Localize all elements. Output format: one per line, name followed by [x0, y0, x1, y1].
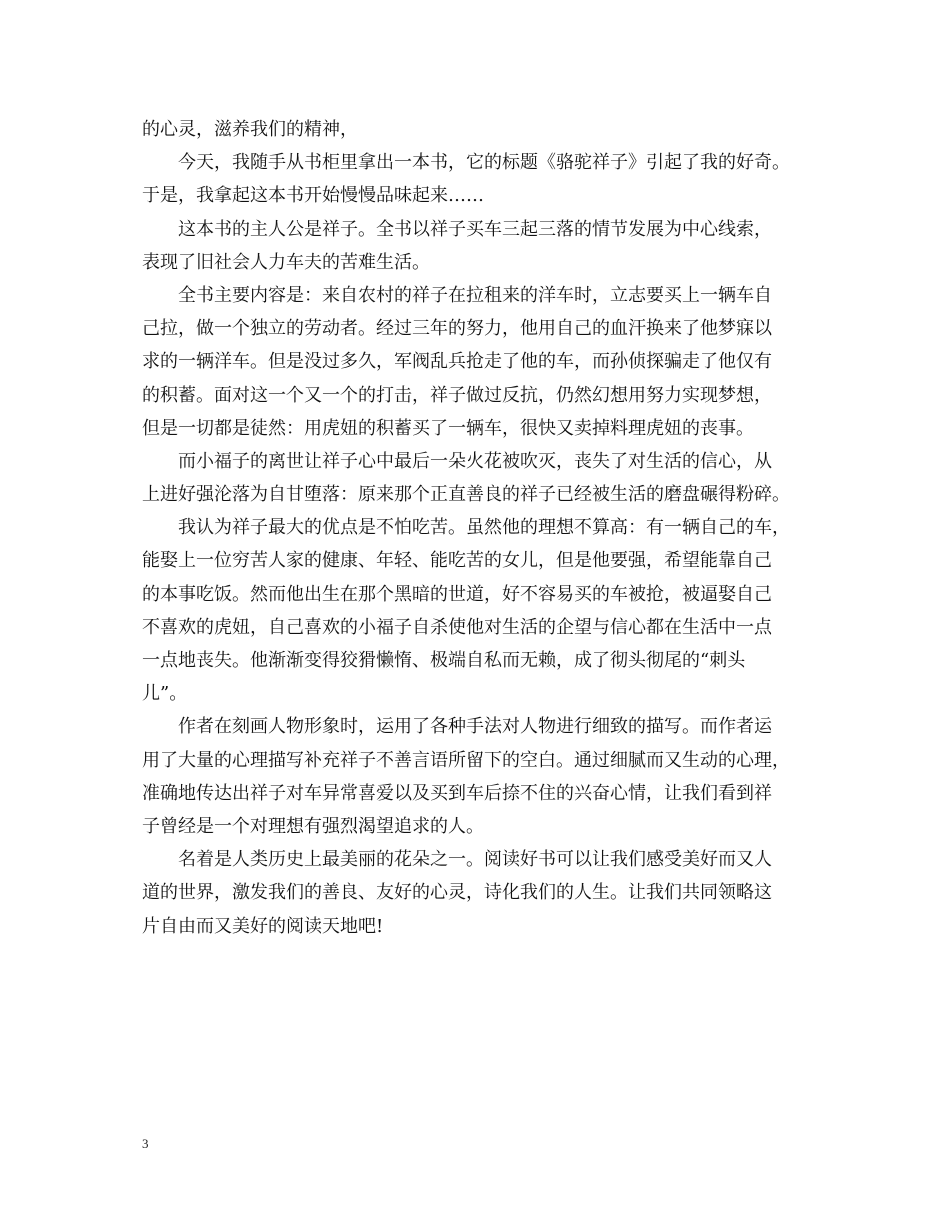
text-line: 能娶上一位穷苦人家的健康、年轻、能吃苦的女儿，但是他要强，希望能靠自己 [142, 550, 772, 572]
text-line: 片自由而又美好的阅读天地吧! [142, 915, 384, 937]
text-line: 于是，我拿起这本书开始慢慢品味起来…… [142, 185, 484, 207]
text-line: 今天，我随手从书柜里拿出一本书，它的标题《骆驼祥子》引起了我的好奇。 [142, 152, 790, 174]
text-line: 全书主要内容是：来自农村的祥子在拉租来的洋车时，立志要买上一辆车自 [142, 284, 772, 306]
text-line: 但是一切都是徒然：用虎妞的积蓄买了一辆车，很快又卖掉料理虎妞的丧事。 [142, 417, 754, 439]
text-line: 不喜欢的虎妞，自己喜欢的小福子自杀使他对生活的企望与信心都在生活中一点 [142, 616, 772, 638]
text-line: 子曾经是一个对理想有强烈渴望追求的人。 [142, 815, 484, 837]
text-line: 的本事吃饭。然而他出生在那个黑暗的世道，好不容易买的车被抢，被逼娶自己 [142, 583, 772, 605]
body-text [142, 113, 822, 943]
text-line: 而小福子的离世让祥子心中最后一朵火花被吹灭，丧失了对生活的信心，从 [142, 450, 772, 472]
text-line: 的积蓄。面对这一个又一个的打击，祥子做过反抗，仍然幻想用努力实现梦想， [142, 384, 772, 406]
text-line: 用了大量的心理描写补充祥子不善言语所留下的空白。通过细腻而又生动的心理， [142, 749, 790, 771]
text-line: 一点地丧失。他渐渐变得狡猾懒惰、极端自私而无赖，成了彻头彻尾的“刺头 [142, 650, 746, 671]
text-line: 准确地传达出祥子对车异常喜爱以及买到车后捺不住的兴奋心情，让我们看到祥 [142, 782, 772, 804]
text-line: 己拉，做一个独立的劳动者。经过三年的努力，他用自己的血汗换来了他梦寐以 [142, 318, 772, 340]
text-line: 求的一辆洋车。但是没过多久，军阀乱兵抢走了他的车，而孙侦探骗走了他仅有 [142, 351, 772, 373]
text-line: 上进好强沦落为自甘堕落：原来那个正直善良的祥子已经被生活的磨盘碾得粉碎。 [142, 484, 790, 506]
text-line: 的心灵，滋养我们的精神， [142, 119, 358, 140]
text-line: 作者在刻画人物形象时，运用了各种手法对人物进行细致的描写。而作者运 [142, 716, 772, 738]
text-line: 名着是人类历史上最美丽的花朵之一。阅读好书可以让我们感受美好而又人 [142, 849, 772, 871]
text-line: 这本书的主人公是祥子。全书以祥子买车三起三落的情节发展为中心线索， [142, 218, 772, 240]
text-line: 儿”。 [142, 683, 188, 705]
text-line: 我认为祥子最大的优点是不怕吃苦。虽然他的理想不算高：有一辆自己的车， [142, 517, 790, 539]
page-number: 3 [142, 1136, 149, 1151]
text-line: 表现了旧社会人力车夫的苦难生活。 [142, 251, 430, 273]
text-line: 道的世界，激发我们的善良、友好的心灵，诗化我们的人生。让我们共同领略这 [142, 882, 772, 904]
